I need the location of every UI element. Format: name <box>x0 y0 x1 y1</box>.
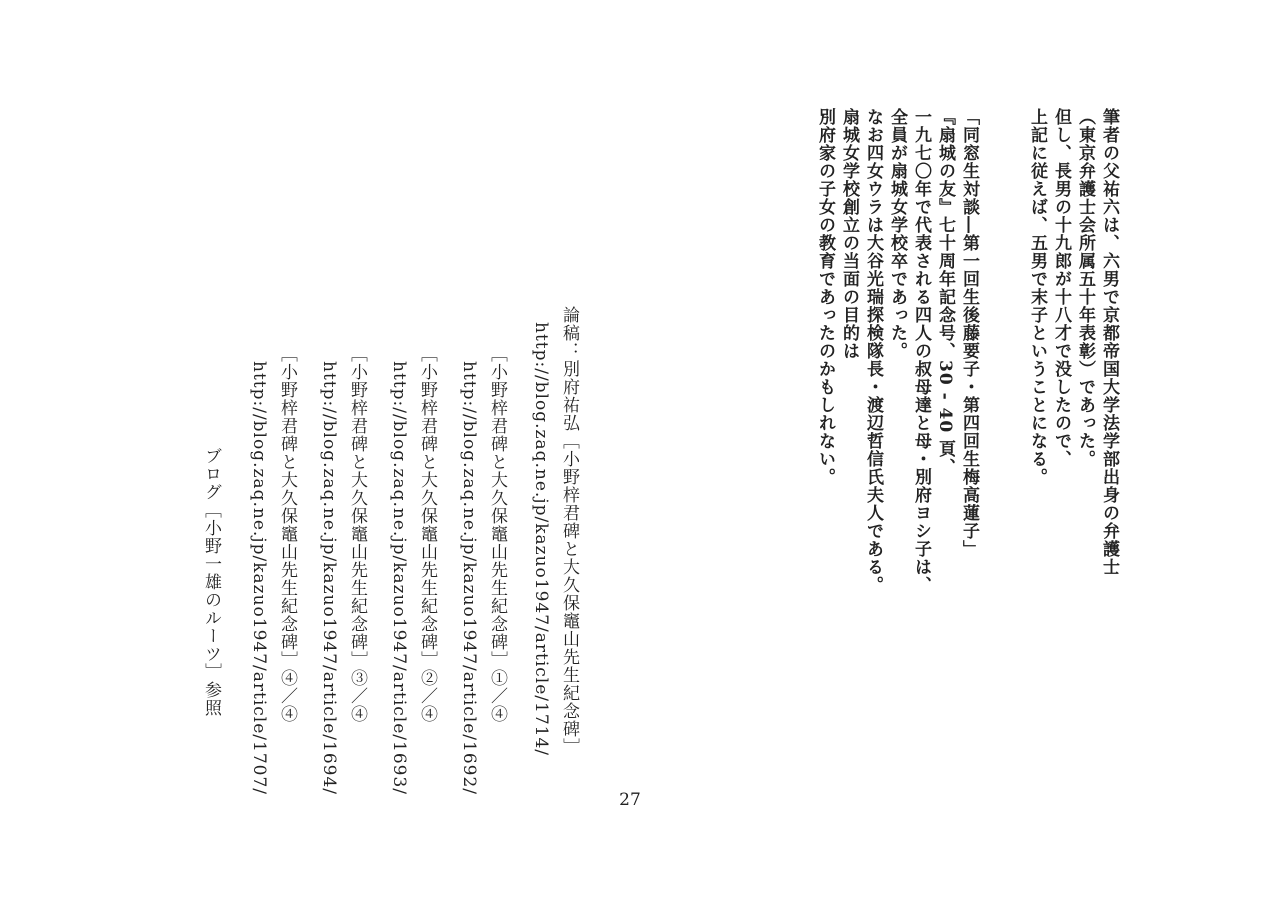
reference-url-5: http://blog.zaq.ne.jp/kazuo1947/article/1707/ <box>249 361 269 796</box>
body-line-1: 筆者の父祐六は、六男で京都帝国大学法学部出身の弁護士 <box>1099 108 1119 576</box>
body-line-4: 上記に従えば、五男で末子ということになる。 <box>1027 108 1047 486</box>
reference-line-1: 論稿：別府祐弘［小野梓君碑と大久保竈山先生紀念碑］ <box>559 306 579 756</box>
reference-line-4: ［小野梓君碑と大久保竈山先生紀念碑］③／④ <box>347 345 367 723</box>
body-line-3: 但し、長男の十九郎が十八才で没したので、 <box>1051 108 1071 468</box>
body-line-2: （東京弁護士会所属五十年表彰）であった。 <box>1075 108 1095 468</box>
reference-note: ブログ［小野一雄のルーツ］参照 <box>201 447 221 717</box>
reference-url-4: http://blog.zaq.ne.jp/kazuo1947/article/1694/ <box>319 361 339 796</box>
reference-line-3: ［小野梓君碑と大久保竈山先生紀念碑］②／④ <box>417 345 437 723</box>
reference-line-5: ［小野梓君碑と大久保竈山先生紀念碑］④／④ <box>277 345 297 723</box>
reference-url-3: http://blog.zaq.ne.jp/kazuo1947/article/1693/ <box>389 361 409 796</box>
body-line-11: 別府家の子女の教育であったのかもしれない。 <box>815 108 835 486</box>
reference-line-2: ［小野梓君碑と大久保竈山先生紀念碑］①／④ <box>487 345 507 723</box>
reference-url-2: http://blog.zaq.ne.jp/kazuo1947/article/1692/ <box>459 361 479 796</box>
reference-url-1: http://blog.zaq.ne.jp/kazuo1947/article/1714/ <box>531 322 551 757</box>
body-line-10: 扇城女学校創立の当面の目的は <box>839 108 859 360</box>
body-line-9: なお四女ウラは大谷光瑞探検隊長・渡辺哲信氏夫人である。 <box>863 108 883 594</box>
body-line-8: 全員が扇城女学校卒であった。 <box>887 108 907 360</box>
body-line-6: 『扇城の友』七十周年記念号、30 - 40 頁、 <box>935 108 955 477</box>
page-number: 27 <box>619 790 641 810</box>
body-line-5: 「同窓生対談―第一回生後藤要子・第四回生梅高蓮子」 <box>959 108 979 558</box>
body-line-7: 一九七〇年で代表される四人の叔母達と母・別府ヨシ子は、 <box>911 108 931 594</box>
